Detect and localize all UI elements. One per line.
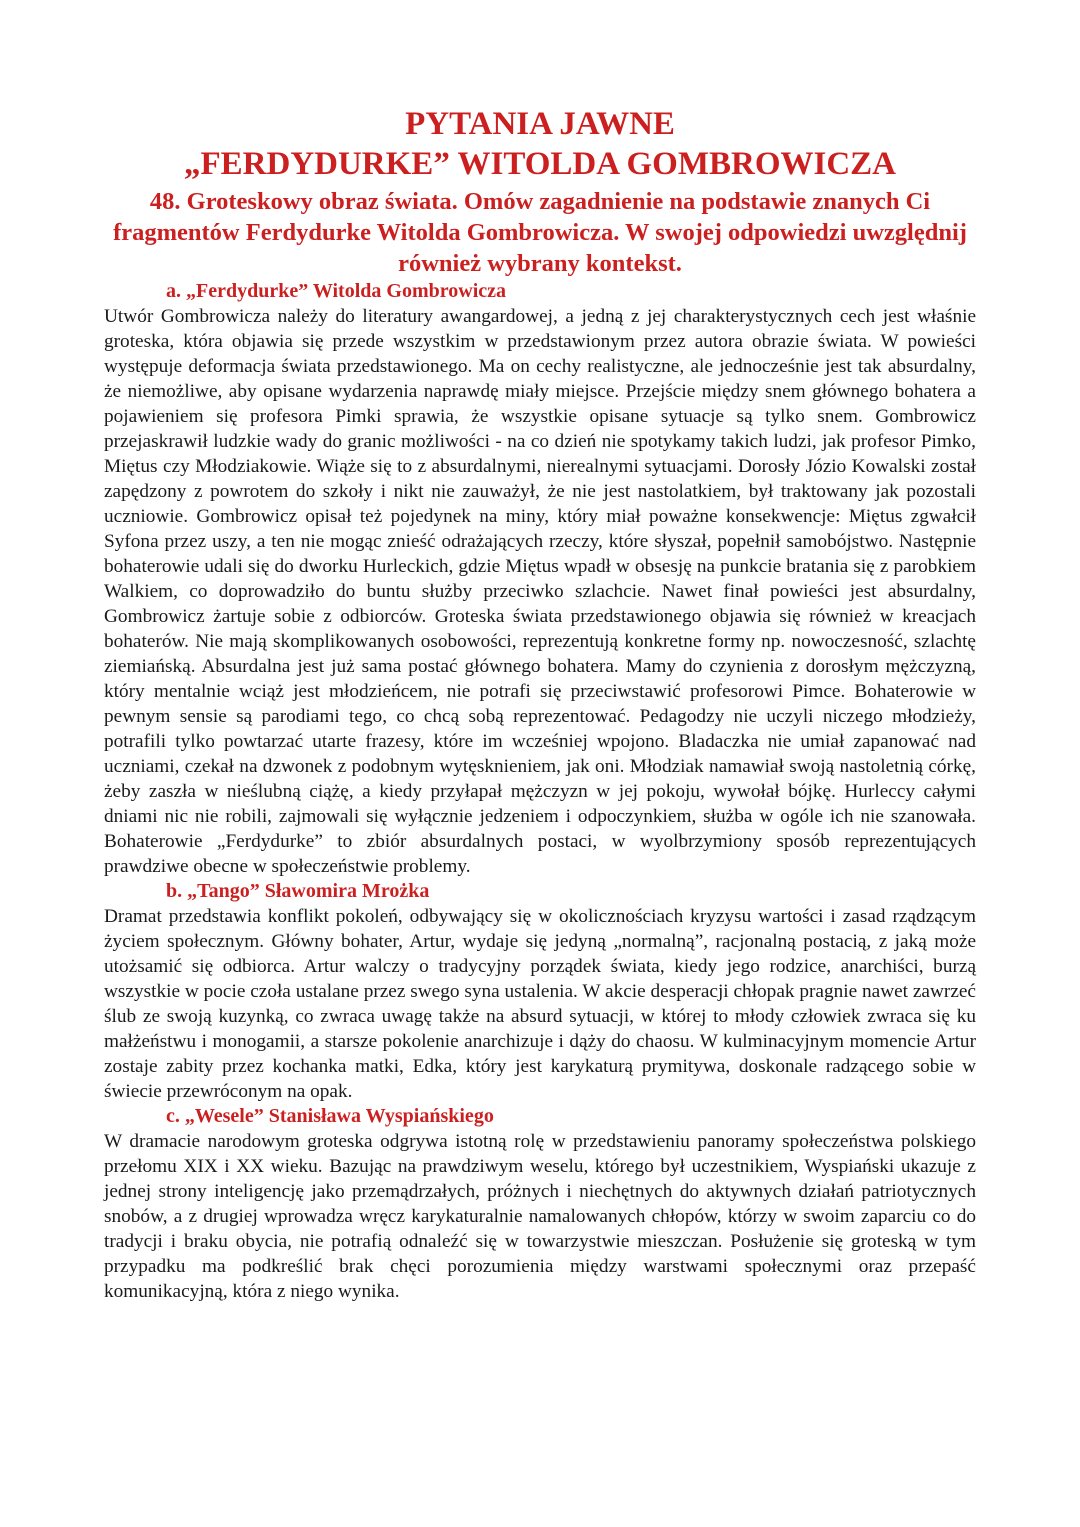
document-title	[104, 104, 976, 184]
section-ferdydurke	[104, 279, 976, 879]
section-wesele	[104, 1104, 976, 1304]
section-tango	[104, 879, 976, 1104]
section-paragraph: Dramat przedstawia konflikt pokoleń, odbywający się w okolicznościach kryzysu wartości i zasad rządzącym życiem społecznym. Główny bohater, Artur, wydaje się jedyną „normalną”, racjonalną postacią, z jaką może utożsamić się odbiorca. Artur walczy o tradycyjny porządek świata, kiedy jego rodzice, anarchiści, burzą wszystkie w pocie czoła ustalane przez swego syna ustalenia. W akcie desperacji chłopak pragnie nawet zawrzeć ślub ze swoją kuzynką, co zwraca uwagę także na absurd sytuacji, w której to młody człowiek zwraca się ku małżeństwu i monogamii, a starsze pokolenie anarchizuje i dąży do chaosu. W kulminacyjnym momencie Artur zostaje zabity przez kochanka matki, Edka, który jest karykaturą prymitywa, doskonale radzącego sobie w świecie przewróconym na opak.	[104, 906, 976, 1102]
document-page	[104, 104, 976, 1304]
section-heading: c. „Wesele” Stanisława Wyspiańskiego	[166, 1105, 494, 1127]
title-line-1: PYTANIA JAWNE	[405, 106, 675, 142]
exam-question: 48. Groteskowy obraz świata. Omów zagadnienie na podstawie znanych Ci fragmentów Ferdydurke Witolda Gombrowicza. W swojej odpowiedzi uwzględnij również wybrany kontekst.	[113, 188, 967, 277]
section-heading: a. „Ferdydurke” Witolda Gombrowicza	[166, 280, 506, 302]
section-paragraph: Utwór Gombrowicza należy do literatury awangardowej, a jedną z jej charakterystycznych cech jest właśnie groteska, która objawia się przede wszystkim w przedstawionym przez autora obrazie świata. W powieści występuje deformacja świata przedstawionego. Ma on cechy realistyczne, ale jednocześnie jest tak absurdalny, że niemożliwe, aby opisane wydarzenia naprawdę miały miejsce. Przejście między snem głównego bohatera a pojawieniem się profesora Pimki sprawia, że wszystkie opisane sytuacje są tylko snem. Gombrowicz przejaskrawił ludzkie wady do granic możliwości - na co dzień nie spotykamy takich ludzi, jak profesor Pimko, Miętus czy Młodziakowie. Wiąże się to z absurdalnymi, nierealnymi sytuacjami. Dorosły Józio Kowalski został zapędzony z powrotem do szkoły i nikt nie zauważył, że nie jest nastolatkiem, był traktowany jak pozostali uczniowie. Gombrowicz opisał też pojedynek na miny, który miał poważne konsekwencje: Miętus zgwałcił Syfona przez uszy, a ten nie mogąc znieść odrażających rzeczy, które słyszał, popełnił samobójstwo. Następnie bohaterowie udali się do dworku Hurleckich, gdzie Miętus wpadł w obsesję na punkcie bratania się z parobkiem Walkiem, co doprowadziło do buntu służby przeciwko szlachcie. Nawet finał powieści jest absurdalny, Gombrowicz żartuje sobie z odbiorców. Groteska świata przedstawionego objawia się również w kreacjach bohaterów. Nie mają skomplikowanych osobowości, reprezentują konkretne formy np. nowoczesność, szlachtę ziemiańską. Absurdalna jest już sama postać głównego bohatera. Mamy do czynienia z dorosłym mężczyzną, który mentalnie wciąż jest młodzieńcem, nie potrafi się przeciwstawić profesorowi Pimce. Bohaterowie w pewnym sensie są parodiami tego, co chcą sobą reprezentować. Pedagodzy nie uczyli niczego młodzieży, potrafili tylko powtarzać utarte frazesy, które im wcześniej wpojono. Bladaczka nie umiał zapanować nad uczniami, czekał na dzwonek z podobnym wytęsknieniem, jak oni. Młodziak namawiał swoją nastoletnią córkę, żeby zaszła w nieślubną ciążę, a kiedy przyłapał mężczyzn w jej pokoju, wywołał bójkę. Hurleccy całymi dniami nic nie robili, zajmowali się wyłącznie jedzeniem i odpoczynkiem, służba w ogóle ich nie szanowała. Bohaterowie „Ferdydurke” to zbiór absurdalnych postaci, w wyolbrzymiony sposób reprezentujących prawdziwe obecne w społeczeństwie problemy.	[104, 306, 976, 877]
section-heading: b. „Tango” Sławomira Mrożka	[166, 880, 430, 902]
title-line-2: „FERDYDURKE” WITOLDA GOMBROWICZA	[183, 146, 897, 182]
section-paragraph: W dramacie narodowym groteska odgrywa istotną rolę w przedstawieniu panoramy społeczeństwa polskiego przełomu XIX i XX wieku. Bazując na prawdziwym weselu, którego był uczestnikiem, Wyspiański ukazuje z jednej strony inteligencję jako przemądrzałych, próżnych i niechętnych do aktywnych działań patriotycznych snobów, a z drugiej wprowadza wręcz karykaturalnie namalowanych chłopów, którzy w swoim zaparciu co do tradycji i braku obycia, nie potrafią odnaleźć się w towarzystwie mieszczan. Posłużenie się groteską w tym przypadku ma podkreślić brak chęci porozumienia między warstwami społecznymi oraz przepaść komunikacyjną, która z niego wynika.	[104, 1131, 976, 1302]
